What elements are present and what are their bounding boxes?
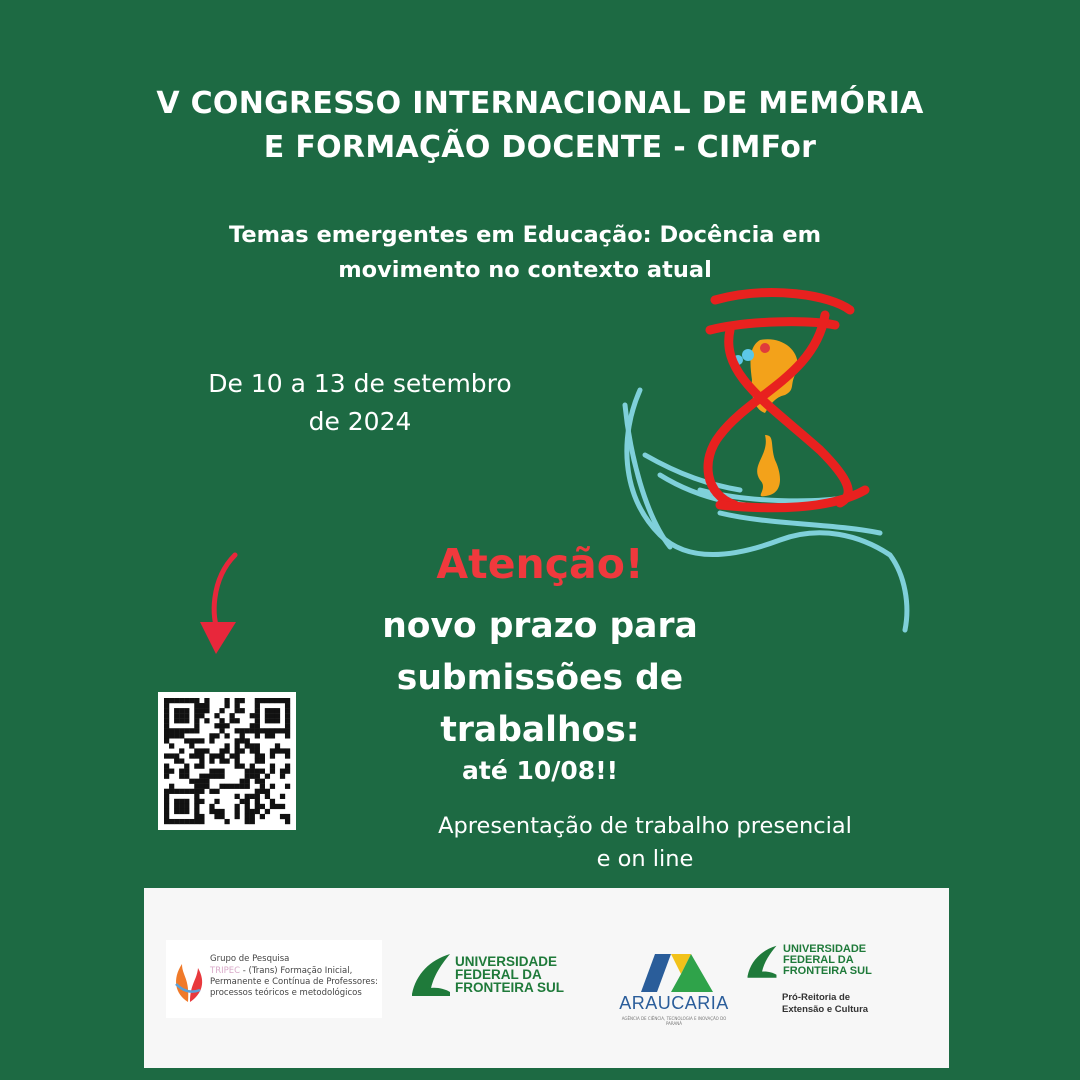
event-title-line1: V CONGRESSO INTERNACIONAL DE MEMÓRIA bbox=[156, 86, 924, 121]
uffs-name-line3: FRONTEIRA SUL bbox=[455, 980, 564, 995]
presentation-line1: Apresentação de trabalho presencial bbox=[438, 813, 852, 839]
arrow-down-icon bbox=[190, 550, 250, 660]
qr-code-icon bbox=[158, 692, 296, 830]
tripec-group-label: Grupo de Pesquisa bbox=[210, 954, 290, 964]
presentation-line2: e on line bbox=[596, 846, 694, 872]
uffs2-name-line3: FRONTEIRA SUL bbox=[783, 965, 872, 977]
araucaria-tagline: AGÊNCIA DE CIÊNCIA, TECNOLOGIA E INOVAÇÃO DO PARANÁ bbox=[621, 1016, 727, 1026]
tripec-acronym: TRIPEC bbox=[210, 966, 241, 976]
event-theme-line2: movimento no contexto atual bbox=[338, 257, 712, 283]
deadline-line1: novo prazo para bbox=[382, 606, 698, 646]
event-dates-line2: de 2024 bbox=[308, 407, 412, 436]
uffs-logo-2 bbox=[746, 942, 946, 982]
sand-flame-icon bbox=[757, 435, 780, 496]
uffs-name-2 bbox=[783, 944, 872, 977]
uffs2-name-line2: FEDERAL DA bbox=[783, 954, 854, 966]
event-dates bbox=[180, 365, 540, 441]
pro-reitoria-label bbox=[782, 992, 868, 1016]
qr-code[interactable] bbox=[158, 692, 296, 830]
event-theme-line1: Temas emergentes em Educação: Docência em bbox=[228, 222, 822, 248]
deadline-date: até 10/08!! bbox=[462, 756, 618, 785]
tripec-description-text: - (Trans) Formação Inicial, Permanente e Contínua de Professores: processos teóricos e metodológicos bbox=[210, 966, 378, 998]
uffs2-name-line1: UNIVERSIDADE bbox=[783, 943, 867, 955]
butterfly-icon bbox=[742, 349, 754, 361]
deadline-line2: submissões de bbox=[396, 658, 684, 698]
event-title bbox=[0, 82, 1080, 170]
event-dates-line1: De 10 a 13 de setembro bbox=[208, 369, 512, 398]
pro-reitoria-line1: Pró-Reitoria de bbox=[782, 992, 851, 1003]
deadline-notice bbox=[300, 600, 780, 756]
red-hourglass-icon bbox=[708, 293, 865, 508]
attention-heading: Atenção! bbox=[436, 540, 644, 588]
event-theme bbox=[0, 218, 1050, 288]
uffs-name-line2: FEDERAL DA bbox=[455, 967, 542, 982]
araucaria-name: ARAUCARIA bbox=[619, 993, 729, 1013]
uffs-name-line1: UNIVERSIDADE bbox=[455, 954, 558, 969]
partner-logos-footer bbox=[144, 888, 949, 1068]
pro-reitoria-line2: Extensão e Cultura bbox=[782, 1004, 869, 1015]
araucaria-mark-icon bbox=[641, 954, 713, 994]
deadline-line3: trabalhos: bbox=[440, 710, 640, 750]
event-title-line2: E FORMAÇÃO DOCENTE - CIMFor bbox=[263, 130, 817, 165]
presentation-mode bbox=[400, 810, 890, 876]
uffs-leaf-icon-2 bbox=[746, 944, 778, 978]
flower-icon bbox=[760, 343, 770, 353]
